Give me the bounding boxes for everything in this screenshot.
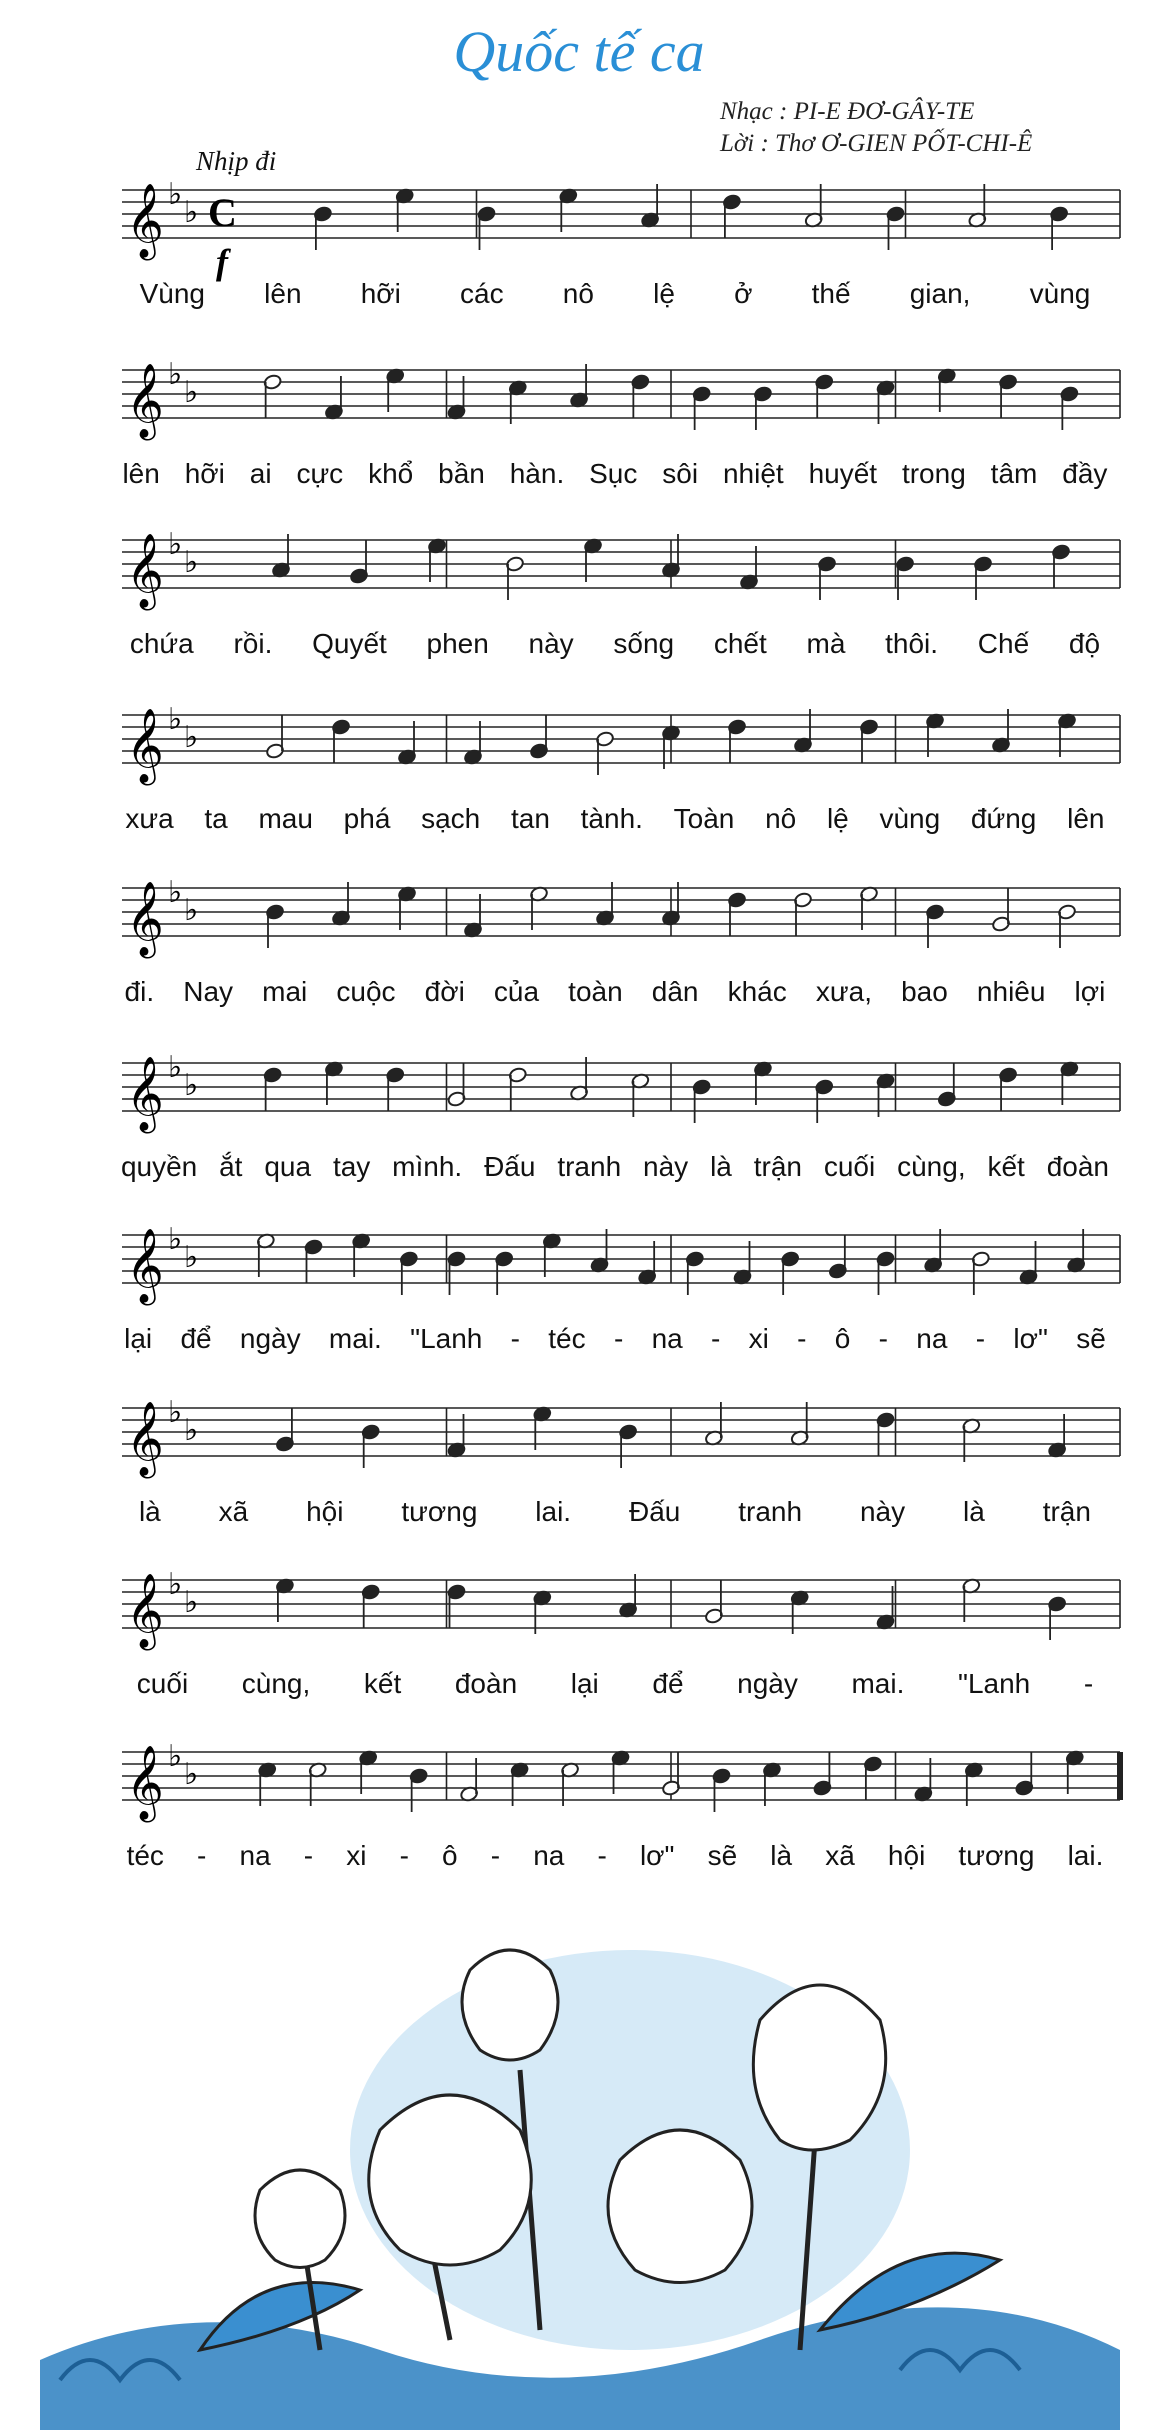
- lyric-syllable: -: [613, 1323, 624, 1354]
- lyric-syllable: nô: [765, 803, 797, 834]
- lyric-syllable: lên: [1067, 803, 1105, 834]
- lyric-syllable: đoàn: [1046, 1151, 1110, 1182]
- lyric-syllable: thế: [811, 278, 851, 309]
- flat-sign-icon: ♭: [184, 375, 199, 410]
- lyric-syllable: hội: [306, 1496, 344, 1527]
- flat-sign-icon: ♭: [184, 1068, 199, 1103]
- flat-sign-icon: ♭: [168, 1567, 183, 1602]
- lyric-syllable: huyết: [808, 458, 878, 489]
- treble-clef-icon: 𝄞: [126, 1057, 164, 1131]
- lyric-syllable: quyền: [120, 1151, 198, 1182]
- lyric-syllable: mai.: [851, 1668, 905, 1699]
- lyric-syllable: -: [399, 1840, 409, 1871]
- lyric-syllable: lơ": [1013, 1323, 1048, 1354]
- flat-sign-icon: ♭: [184, 720, 199, 755]
- lyric-syllable: -: [797, 1323, 807, 1354]
- lyric-syllable: trong: [901, 458, 966, 489]
- lyric-syllable: cuộc: [336, 976, 396, 1007]
- staff-notation: [0, 1215, 1158, 1325]
- lyric-syllable: của: [493, 976, 540, 1007]
- lyric-line: [110, 628, 1120, 660]
- flat-sign-icon: ♭: [168, 875, 183, 910]
- lyric-syllable: lai.: [1067, 1840, 1104, 1871]
- treble-clef-icon: 𝄞: [126, 364, 164, 438]
- lyric-syllable: cuối: [823, 1151, 876, 1182]
- lyric-syllable: -: [878, 1323, 888, 1354]
- lyric-line: [110, 1323, 1120, 1355]
- lyric-syllable: để: [652, 1668, 684, 1699]
- lyric-syllable: hội: [887, 1840, 926, 1871]
- lyric-syllable: cùng,: [241, 1668, 311, 1699]
- lyric-syllable: Chế: [977, 628, 1030, 659]
- lyric-syllable: sẽ: [707, 1840, 738, 1871]
- lyric-syllable: hỡi: [360, 278, 401, 309]
- lyric-syllable: bần: [438, 458, 485, 489]
- lyric-syllable: Quyết: [312, 628, 387, 659]
- flat-sign-icon: ♭: [168, 1395, 183, 1430]
- lyric-line: [110, 458, 1120, 490]
- flat-sign-icon: ♭: [184, 545, 199, 580]
- lyric-syllable: Sục: [589, 458, 638, 489]
- lyric-syllable: rồi.: [233, 628, 273, 659]
- lyric-syllable: tâm: [990, 458, 1038, 489]
- treble-clef-icon: 𝄞: [126, 709, 164, 783]
- treble-clef-icon: 𝄞: [126, 1402, 164, 1476]
- staff-notation: [0, 1560, 1158, 1670]
- lyric-syllable: Đấu: [484, 1151, 536, 1182]
- staff-notation: [0, 1043, 1158, 1153]
- lyric-syllable: mai.: [328, 1323, 382, 1354]
- lyric-syllable: "Lanh: [410, 1323, 483, 1354]
- lyric-syllable: đoàn: [454, 1668, 518, 1699]
- lyric-syllable: khác: [727, 976, 787, 1007]
- lyric-syllable: tay: [332, 1151, 371, 1182]
- lyric-syllable: ai: [249, 458, 272, 489]
- lyric-syllable: -: [303, 1840, 314, 1871]
- staff-notation: [0, 695, 1158, 805]
- lyric-syllable: các: [460, 278, 504, 309]
- credits: [720, 96, 1032, 160]
- lyric-syllable: chết: [713, 628, 767, 659]
- lyric-syllable: phen: [426, 628, 489, 659]
- lyric-syllable: mai: [262, 976, 308, 1007]
- tempo-marking: Nhịp đi: [196, 146, 277, 176]
- flat-sign-icon: ♭: [168, 357, 183, 392]
- lyric-syllable: sôi: [662, 458, 699, 489]
- lyric-syllable: độ: [1068, 628, 1101, 659]
- lyric-syllable: sẽ: [1076, 1323, 1106, 1354]
- staff-notation: [0, 520, 1158, 630]
- lyric-syllable: lệ: [653, 278, 675, 309]
- lyric-line: [110, 1840, 1120, 1872]
- flat-sign-icon: ♭: [168, 1739, 183, 1774]
- lyric-syllable: xã: [825, 1840, 855, 1871]
- lyric-syllable: lệ: [826, 803, 849, 834]
- lyric-syllable: ô: [834, 1323, 851, 1354]
- lyric-syllable: đứng: [970, 803, 1037, 834]
- lyric-syllable: ắt: [219, 1151, 243, 1182]
- lotus-bud-left: [255, 2170, 345, 2268]
- lyric-syllable: ô: [442, 1840, 458, 1871]
- lyric-syllable: -: [1083, 1668, 1094, 1699]
- flat-sign-icon: ♭: [184, 195, 199, 230]
- lyric-syllable: để: [180, 1323, 212, 1354]
- lyric-syllable: gian,: [909, 278, 971, 309]
- treble-clef-icon: 𝄞: [126, 1746, 164, 1820]
- lyric-syllable: bao: [901, 976, 948, 1007]
- lyric-syllable: tành.: [580, 803, 643, 834]
- treble-clef-icon: 𝄞: [126, 1229, 164, 1303]
- lyric-syllable: téc: [548, 1323, 586, 1354]
- flat-sign-icon: ♭: [168, 177, 183, 212]
- lyric-syllable: là: [138, 1496, 161, 1527]
- lyric-syllable: tranh: [738, 1496, 803, 1527]
- lyric-syllable: tương: [958, 1840, 1035, 1871]
- lyric-syllable: kết: [987, 1151, 1025, 1182]
- lyric-syllable: khổ: [368, 458, 414, 489]
- lyric-syllable: na: [239, 1840, 271, 1871]
- lyric-syllable: này: [528, 628, 574, 659]
- lyric-syllable: này: [859, 1496, 906, 1527]
- lyric-syllable: lên: [264, 278, 302, 309]
- lyric-syllable: mau: [258, 803, 313, 834]
- lyric-syllable: qua: [264, 1151, 312, 1182]
- lyric-syllable: tranh: [557, 1151, 622, 1182]
- flat-sign-icon: ♭: [168, 702, 183, 737]
- lyric-syllable: -: [597, 1840, 607, 1871]
- lyric-syllable: xưa,: [815, 976, 872, 1007]
- lyric-syllable: Nay: [183, 976, 234, 1007]
- flat-sign-icon: ♭: [184, 1413, 199, 1448]
- lyric-line: [110, 1668, 1120, 1700]
- lyric-syllable: mà: [806, 628, 846, 659]
- staff-notation: [0, 1388, 1158, 1498]
- lyric-syllable: hỡi: [184, 458, 225, 489]
- lyric-syllable: -: [510, 1323, 520, 1354]
- staff-notation: [0, 1732, 1158, 1842]
- lyric-syllable: phá: [343, 803, 391, 834]
- lyric-syllable: téc: [126, 1840, 164, 1871]
- song-title: Quốc tế ca: [453, 19, 705, 84]
- lyric-syllable: Vùng: [139, 278, 205, 309]
- lyric-syllable: dân: [651, 976, 699, 1007]
- lyric-syllable: xã: [218, 1496, 249, 1527]
- lyric-syllable: xi: [748, 1323, 769, 1354]
- lyric-syllable: xưa: [125, 803, 174, 834]
- lyric-syllable: lại: [124, 1323, 153, 1354]
- lyric-syllable: ở: [734, 278, 753, 309]
- flat-sign-icon: ♭: [184, 893, 199, 928]
- lyric-syllable: ngày: [239, 1323, 301, 1354]
- staff-notation: [0, 868, 1158, 978]
- lyric-syllable: "Lanh: [958, 1668, 1031, 1699]
- lyric-syllable: nhiệt: [722, 458, 784, 489]
- lyric-syllable: cuối: [136, 1668, 189, 1699]
- lyric-syllable: là: [770, 1840, 793, 1871]
- lyric-line: [110, 976, 1120, 1008]
- lyric-syllable: -: [490, 1840, 501, 1871]
- lyric-syllable: lại: [570, 1668, 599, 1699]
- lyric-syllable: nô: [562, 278, 594, 309]
- treble-clef-icon: 𝄞: [126, 534, 164, 608]
- flat-sign-icon: ♭: [168, 1050, 183, 1085]
- lyric-syllable: sống: [613, 628, 675, 659]
- lyric-syllable: na: [651, 1323, 683, 1354]
- lyric-syllable: cùng,: [897, 1151, 966, 1182]
- lyric-syllable: na: [533, 1840, 565, 1871]
- lyric-syllable: nhiêu: [976, 976, 1046, 1007]
- lyric-line: [110, 1151, 1120, 1183]
- treble-clef-icon: 𝄞: [126, 1574, 164, 1648]
- lyric-syllable: cực: [296, 458, 344, 489]
- music-credit: Nhạc : PI-E ĐƠ-GÂY-TE: [720, 98, 975, 125]
- lyric-syllable: đời: [424, 976, 465, 1007]
- staff-notation: [0, 170, 1158, 280]
- lyric-line: [110, 278, 1120, 310]
- flat-sign-icon: ♭: [184, 1240, 199, 1275]
- lyric-syllable: hàn.: [509, 458, 565, 489]
- lyric-syllable: lai.: [535, 1496, 572, 1527]
- lyric-line: [110, 803, 1120, 835]
- lyric-syllable: tương: [401, 1496, 478, 1527]
- lyric-syllable: lên: [122, 458, 160, 489]
- treble-clef-icon: 𝄞: [126, 882, 164, 956]
- lyric-syllable: đi.: [124, 976, 155, 1007]
- lyric-syllable: sạch: [421, 803, 481, 834]
- lyric-syllable: vùng: [879, 803, 941, 834]
- lyric-syllable: lơ": [639, 1840, 675, 1871]
- lotus-flowers-illustration: [0, 1930, 1158, 2430]
- lyric-syllable: kết: [363, 1668, 402, 1699]
- lotus-bloom-center: [369, 2095, 532, 2265]
- lyric-syllable: này: [643, 1151, 689, 1182]
- lyric-syllable: là: [710, 1151, 732, 1182]
- lyric-line: [110, 1496, 1120, 1528]
- lyric-syllable: chứa: [129, 628, 194, 659]
- lyric-syllable: trận: [753, 1151, 802, 1182]
- lyric-syllable: trận: [1042, 1496, 1091, 1527]
- lotus-bud-top: [462, 1950, 558, 2060]
- dynamic-marking: f: [216, 242, 228, 282]
- lyric-syllable: là: [963, 1496, 985, 1527]
- lyric-syllable: Toàn: [673, 803, 735, 834]
- lotus-bloom-right: [608, 2130, 752, 2283]
- lyric-syllable: ngày: [737, 1668, 798, 1699]
- lyric-syllable: xi: [346, 1840, 367, 1871]
- lyric-syllable: lợi: [1074, 976, 1106, 1007]
- lyric-syllable: -: [197, 1840, 207, 1871]
- treble-clef-icon: 𝄞: [126, 184, 164, 258]
- lyric-syllable: vùng: [1029, 278, 1091, 309]
- lyric-syllable: -: [711, 1323, 721, 1354]
- lyric-syllable: tan: [510, 803, 550, 834]
- lyric-syllable: mình.: [392, 1151, 463, 1182]
- flat-sign-icon: ♭: [168, 1222, 183, 1257]
- flat-sign-icon: ♭: [184, 1757, 199, 1792]
- time-signature: C: [208, 190, 237, 235]
- flat-sign-icon: ♭: [168, 527, 183, 562]
- flat-sign-icon: ♭: [184, 1585, 199, 1620]
- lyric-syllable: Đấu: [628, 1496, 681, 1527]
- staff-notation: [0, 350, 1158, 460]
- lyric-syllable: đầy: [1062, 458, 1108, 489]
- lyric-syllable: -: [975, 1323, 986, 1354]
- lyric-syllable: ta: [204, 803, 228, 834]
- lyric-syllable: thôi.: [885, 628, 939, 659]
- lyric-syllable: na: [916, 1323, 948, 1354]
- lyric-syllable: toàn: [568, 976, 623, 1007]
- lyrics-credit: Lời : Thơ Ơ-GIEN PỐT-CHI-Ê: [720, 130, 1033, 157]
